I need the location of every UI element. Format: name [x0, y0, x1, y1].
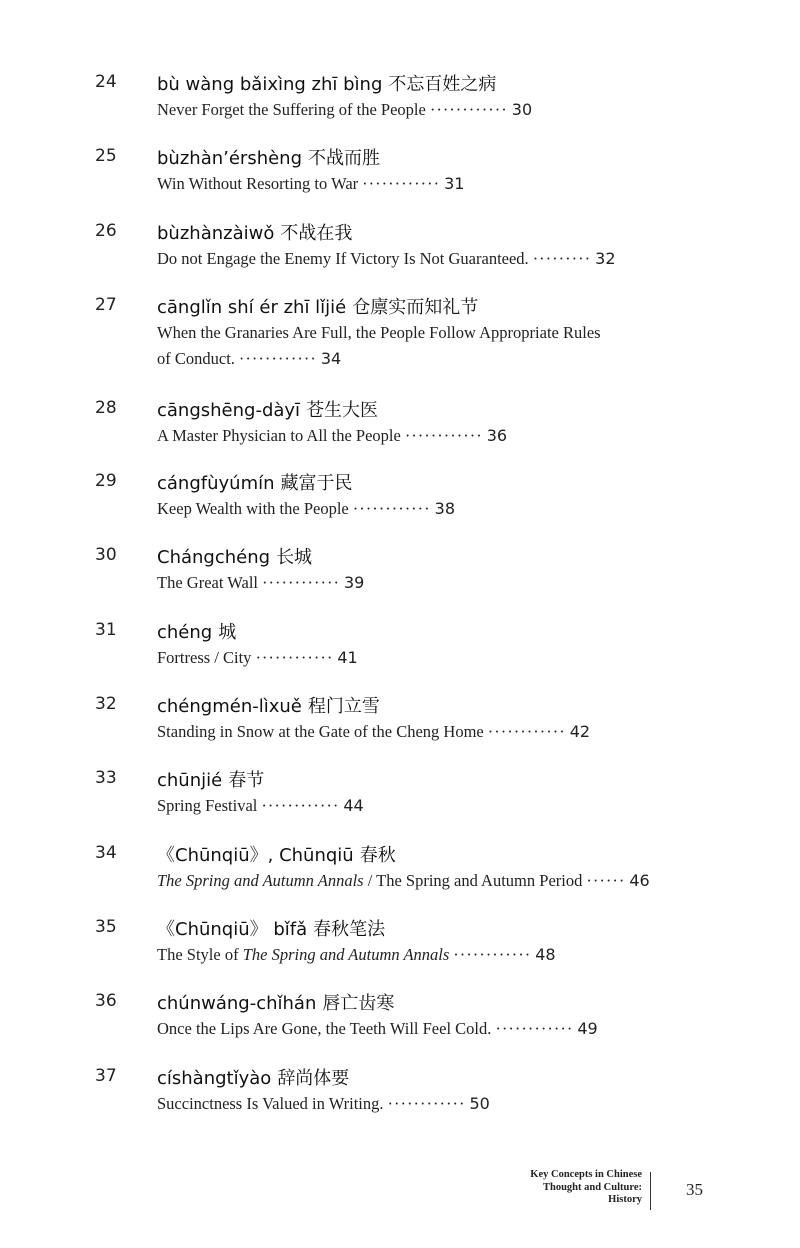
entry-page-number: 36 [486, 426, 508, 445]
entry-english-continued [157, 349, 341, 369]
entry-page-number: 48 [535, 945, 556, 964]
entry-number: 36 [95, 991, 117, 1011]
entry-heading [157, 692, 380, 718]
entry-page-number: 46 [629, 871, 650, 890]
entry-english [157, 1019, 598, 1039]
entry-hanzi: 春秋笔法 [313, 919, 386, 940]
entry-heading [157, 396, 378, 422]
entry-title: The Style of [157, 945, 243, 964]
entry-pinyin: 《Chūnqiū》 bǐfǎ [157, 919, 308, 940]
entry-page-number: 30 [511, 100, 533, 119]
entry-title: The Great Wall [157, 573, 258, 592]
entry-pinyin: cānglǐn shí ér zhī lǐjié [157, 297, 347, 318]
entry-page-number: 34 [320, 349, 342, 368]
entry-hanzi: 春节 [228, 770, 265, 791]
entry-page-number: 50 [469, 1094, 490, 1113]
entry-hanzi: 唇亡齿寒 [322, 993, 395, 1014]
entry-title-continued: of Conduct. [157, 349, 235, 368]
footer-divider [650, 1172, 651, 1210]
entry-pinyin: cángfùyúmín [157, 473, 275, 494]
entry-heading [157, 1064, 349, 1090]
entry-heading [157, 989, 394, 1015]
entry-english [157, 573, 364, 593]
dot-leader: ············ [255, 648, 334, 667]
dot-leader: ············ [238, 349, 317, 368]
dot-leader: ······ [586, 871, 626, 890]
entry-pinyin: bùzhàn’érshèng [157, 148, 303, 169]
entry-english [157, 249, 616, 269]
entry-hanzi: 不忘百姓之病 [388, 74, 497, 95]
entry-title: / The Spring and Autumn Period [363, 871, 583, 890]
dot-leader: ············ [429, 100, 508, 119]
entry-number: 26 [95, 221, 117, 241]
entry-page-number: 31 [444, 174, 465, 193]
book-title-line: History [608, 1194, 642, 1205]
entry-heading [157, 70, 496, 96]
entry-hanzi: 程门立雪 [307, 696, 380, 717]
dot-leader: ············ [453, 945, 532, 964]
entry-title: Succinctness Is Valued in Writing. [157, 1094, 384, 1113]
entry-heading [157, 293, 478, 319]
entry-number: 31 [95, 620, 117, 640]
dot-leader: ············ [262, 573, 340, 592]
entry-pinyin: bùzhànzàiwǒ [157, 223, 275, 244]
entry-title: Keep Wealth with the People [157, 499, 349, 518]
entry-pinyin: cāngshēng-dàyī [157, 400, 301, 421]
dot-leader: ············ [404, 426, 483, 445]
entry-english [157, 1094, 490, 1114]
entry-hanzi: 仓廪实而知礼节 [352, 297, 479, 318]
book-title-line: Key Concepts in Chinese [530, 1169, 642, 1180]
entry-number: 34 [95, 843, 117, 863]
entry-page-number: 41 [337, 648, 358, 667]
entry-title: Do not Engage the Enemy If Victory Is Not Guaranteed. [157, 249, 529, 268]
entry-heading [157, 144, 380, 170]
entry-pinyin: chéngmén-lìxuě [157, 696, 302, 717]
entry-title: Never Forget the Suffering of the People [157, 100, 426, 119]
entry-hanzi: 苍生大医 [306, 400, 379, 421]
entry-title: A Master Physician to All the People [157, 426, 401, 445]
entry-heading [157, 219, 352, 245]
entry-number: 33 [95, 768, 117, 788]
entry-hanzi: 长城 [276, 547, 313, 568]
entry-page-number: 39 [343, 573, 365, 592]
entry-english [157, 426, 507, 446]
entry-number: 24 [95, 72, 117, 92]
entry-number: 27 [95, 295, 117, 315]
entry-pinyin: Chángchéng [157, 547, 271, 568]
entry-number: 29 [95, 471, 117, 491]
entry-hanzi: 辞尚体要 [277, 1068, 350, 1089]
dot-leader: ············ [487, 722, 566, 741]
entry-english [157, 871, 650, 891]
entry-hanzi: 春秋 [359, 845, 396, 866]
entry-heading [157, 766, 264, 792]
entry-title-italic: The Spring and Autumn Annals [157, 871, 364, 890]
entry-hanzi: 不战在我 [280, 223, 353, 244]
entry-title: Fortress / City [157, 648, 252, 667]
entry-english [157, 722, 590, 742]
dot-leader: ············ [352, 499, 431, 518]
entry-page-number: 38 [434, 499, 456, 518]
dot-leader: ············ [495, 1019, 574, 1038]
entry-title: Win Without Resorting to War [157, 174, 359, 193]
dot-leader: ············ [387, 1094, 466, 1113]
entry-page-number: 49 [577, 1019, 598, 1038]
entry-heading [157, 915, 385, 941]
entry-page-number: 42 [569, 722, 591, 741]
entry-pinyin: císhàngtǐyào [157, 1068, 272, 1089]
entry-title: Spring Festival [157, 796, 258, 815]
entry-heading [157, 543, 312, 569]
entry-title-italic: The Spring and Autumn Annals [242, 945, 450, 964]
entry-english [157, 796, 364, 816]
entry-number: 28 [95, 398, 117, 418]
entry-hanzi: 城 [218, 622, 237, 643]
entry-english: When the Granaries Are Full, the People Follow Appropriate Rules [157, 323, 601, 342]
entry-title: Once the Lips Are Gone, the Teeth Will Feel Cold. [157, 1019, 492, 1038]
dot-leader: ············ [362, 174, 441, 193]
entry-page-number: 44 [343, 796, 364, 815]
entry-heading [157, 469, 353, 495]
entry-english [157, 648, 358, 668]
entry-english [157, 100, 532, 120]
entry-hanzi: 藏富于民 [280, 473, 353, 494]
book-title-line: Thought and Culture: [542, 1181, 642, 1193]
entry-english [157, 174, 464, 194]
entry-number: 37 [95, 1066, 117, 1086]
entry-pinyin: chúnwáng-chǐhán [157, 993, 317, 1014]
entry-english [157, 499, 455, 519]
entry-heading [157, 618, 236, 644]
entry-page-number: 32 [595, 249, 616, 268]
entry-hanzi: 不战而胜 [308, 148, 381, 169]
entry-number: 35 [95, 917, 117, 937]
page-number: 35 [686, 1180, 703, 1199]
entry-english [157, 945, 556, 965]
entry-title: Standing in Snow at the Gate of the Cheng Home [157, 722, 484, 741]
dot-leader: ········· [532, 249, 592, 268]
running-footer-book-title [530, 1169, 642, 1207]
entry-pinyin: 《Chūnqiū》, Chūnqiū [157, 845, 354, 866]
entry-pinyin: bù wàng bǎixìng zhī bìng [157, 74, 383, 95]
entry-pinyin: chéng [157, 622, 213, 643]
entry-number: 25 [95, 146, 117, 166]
entry-heading [157, 841, 396, 867]
entry-number: 30 [95, 545, 117, 565]
dot-leader: ············ [261, 796, 340, 815]
entry-pinyin: chūnjié [157, 770, 223, 791]
entry-number: 32 [95, 694, 117, 714]
